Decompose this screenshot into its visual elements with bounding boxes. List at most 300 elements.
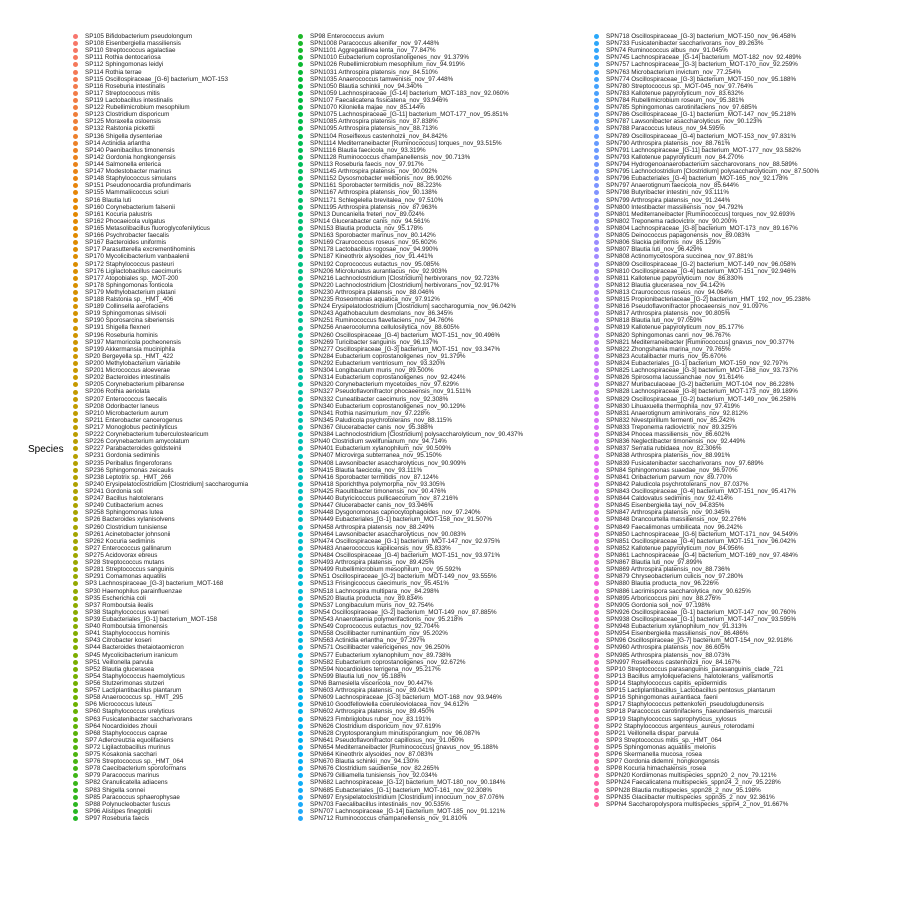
legend-label: SP19 Sphingomonas silvisoli bbox=[85, 310, 166, 318]
legend-label: SP222 Corynebacterium tuberculostearicum bbox=[85, 431, 209, 439]
legend-entry bbox=[594, 339, 894, 346]
legend-label: SPN464 Lawsonibacter asaccharolyticus_nov_90.083% bbox=[310, 530, 467, 538]
legend-dot-icon bbox=[298, 247, 303, 252]
legend-entry bbox=[594, 502, 894, 509]
legend-label: SPN787 Lawsonibacter asaccharolyticus_nov_90.123% bbox=[606, 118, 763, 126]
legend-label: SPN844 Caldovatus sediminis_nov_92.414% bbox=[606, 495, 733, 503]
legend-entry bbox=[298, 353, 598, 360]
legend-dot-icon bbox=[594, 418, 599, 423]
legend-dot-icon bbox=[594, 212, 599, 217]
legend-dot-icon bbox=[594, 503, 599, 508]
legend-dot-icon bbox=[594, 169, 599, 174]
legend-label: SP241 Gordonia soli bbox=[85, 488, 143, 495]
legend-dot-icon bbox=[73, 397, 78, 402]
legend-label: SPN848 Drancourtella massiliensis_nov_92.276% bbox=[606, 516, 747, 524]
legend-entry bbox=[298, 758, 598, 765]
legend-entry bbox=[298, 772, 598, 779]
legend-entry bbox=[298, 381, 598, 388]
legend-dot-icon bbox=[73, 795, 78, 800]
legend-dot-icon bbox=[298, 809, 303, 814]
legend-label: SP196 Roseburia hominis bbox=[85, 331, 158, 339]
legend-label: SPN493 Arthrospira platensis_nov_89.425% bbox=[310, 559, 435, 567]
legend-label: SPN1145 Arthrospira platensis_nov_90.092% bbox=[310, 168, 438, 176]
legend-entry bbox=[594, 637, 894, 644]
legend-dot-icon bbox=[73, 702, 78, 707]
legend-label: SP208 Odoribacter laneus bbox=[85, 402, 159, 410]
legend-dot-icon bbox=[594, 709, 599, 714]
legend-dot-icon bbox=[298, 702, 303, 707]
legend-dot-icon bbox=[594, 411, 599, 416]
legend-label: SPN827 Muribaculaceae_[G-2] bacterium_MOT-104_nov_86.228% bbox=[606, 381, 795, 389]
legend-label: SP161 Kocuria palustris bbox=[85, 210, 153, 218]
legend-label: SP262 Kocuria sediminis bbox=[85, 537, 156, 545]
legend-label: SPN784 Rubellimicrobium roseum_nov_95.381% bbox=[606, 96, 745, 104]
legend-label: SPN251 Ruminococcus flavefaciens_nov_94.760% bbox=[310, 317, 454, 325]
legend-entry bbox=[298, 460, 598, 467]
legend-entry bbox=[298, 659, 598, 666]
legend-dot-icon bbox=[594, 340, 599, 345]
legend-label: SP79 Paracoccus marinus bbox=[85, 772, 160, 780]
legend-label: SPN733 Fusicatenibacter saccharivorans_nov_89.263% bbox=[606, 40, 764, 48]
legend-label: SPN839 Fusicatenibacter saccharivorans_nov_97.689% bbox=[606, 459, 764, 467]
legend-label: SP17 Parasutterella excrementihominis bbox=[85, 246, 196, 254]
legend-dot-icon bbox=[73, 532, 78, 537]
legend-dot-icon bbox=[298, 162, 303, 167]
legend-label: SPN682 Lachnospiraceae_[G-12] bacterium_MOT-180_nov_90.184% bbox=[310, 779, 506, 787]
legend-entry bbox=[594, 652, 894, 659]
legend-label: SPN641 Pseudoflavonifractor capillosus_nov_91.060% bbox=[310, 736, 465, 744]
legend-dot-icon bbox=[594, 653, 599, 658]
legend-label: SPN304 Longibaculum muris_nov_89.500% bbox=[310, 367, 434, 375]
legend-dot-icon bbox=[594, 461, 599, 466]
legend-entry bbox=[594, 744, 894, 751]
legend-label: SP258 Sphingomonas lutea bbox=[85, 509, 164, 517]
legend-entry bbox=[594, 175, 894, 182]
legend-label: SPN774 Oscillospiraceae_[G-3] bacterium_MOT-150_nov_95.188% bbox=[606, 75, 797, 83]
legend-label: SPN628 Cryptosporangium minutisporangium_nov_96.087% bbox=[310, 729, 481, 737]
legend-dot-icon bbox=[73, 631, 78, 636]
legend-entry bbox=[298, 445, 598, 452]
legend-entry bbox=[298, 794, 598, 801]
legend-dot-icon bbox=[298, 62, 303, 67]
legend-label: SPN815 Propionibacteriaceae_[G-2] bacterium_HMT_192_nov_95.238% bbox=[606, 296, 811, 304]
legend-label: SP176 Ligilactobacillus caecimuris bbox=[85, 267, 182, 275]
legend-dot-icon bbox=[73, 41, 78, 46]
legend-dot-icon bbox=[73, 354, 78, 359]
legend-label: SP247 Bacillus halotolerans bbox=[85, 495, 164, 503]
legend-label: SPN813 Craurococcus roseus_nov_94.064% bbox=[606, 288, 733, 296]
legend-entry bbox=[298, 680, 598, 687]
legend-entry bbox=[594, 616, 894, 623]
legend-dot-icon bbox=[73, 638, 78, 643]
legend-entry bbox=[594, 268, 894, 275]
legend-dot-icon bbox=[298, 546, 303, 551]
legend-entry bbox=[594, 232, 894, 239]
legend-dot-icon bbox=[73, 240, 78, 245]
legend-dot-icon bbox=[73, 212, 78, 217]
legend-dot-icon bbox=[298, 283, 303, 288]
legend-entry bbox=[298, 324, 598, 331]
legend-label: SP88 Polynucleobacter fuscus bbox=[85, 800, 171, 808]
legend-entry bbox=[594, 417, 894, 424]
legend-entry bbox=[298, 687, 598, 694]
legend-dot-icon bbox=[594, 262, 599, 267]
legend-dot-icon bbox=[298, 55, 303, 60]
legend-label: SPN549 Coprococcus eutactus_nov_92.704% bbox=[310, 623, 440, 631]
legend-entry bbox=[594, 680, 894, 687]
legend-entry bbox=[298, 531, 598, 538]
legend-dot-icon bbox=[73, 503, 78, 508]
legend-entry bbox=[594, 111, 894, 118]
legend-entry bbox=[594, 445, 894, 452]
legend-label: SP281 Streptococcus sanguinis bbox=[85, 566, 174, 574]
legend-label: SPN849 Faecalimonas umbilicata_nov_96.242% bbox=[606, 523, 743, 531]
legend-label: SPN230 Arthrospira platensis_nov_88.046% bbox=[310, 288, 435, 296]
legend-dot-icon bbox=[594, 546, 599, 551]
legend-label: SPP17 Staphylococcus pettenkoferi_pseudolugdunensis bbox=[606, 701, 764, 709]
legend-label: SPP18 Paracoccus carotinifaciens_haeundaensis_marcusii bbox=[606, 708, 772, 716]
legend-dot-icon bbox=[298, 525, 303, 530]
legend-dot-icon bbox=[298, 781, 303, 786]
legend-label: SPN818 Blautia luti_nov_97.059% bbox=[606, 317, 703, 325]
legend-label: SPN107 Faecalicatena fissicatena_nov_93.946% bbox=[310, 96, 448, 104]
legend-label: SP44 Bacteroides thetaiotaomicron bbox=[85, 644, 184, 652]
legend-dot-icon bbox=[73, 489, 78, 494]
legend-label: SPP16 Sphingomonas aurantiaca_faeni bbox=[606, 694, 718, 702]
legend-entry bbox=[594, 630, 894, 637]
legend-entry bbox=[594, 701, 894, 708]
legend-dot-icon bbox=[594, 766, 599, 771]
legend-label: SP20 Bergeyella sp._HMT_422 bbox=[85, 352, 174, 360]
legend-entry bbox=[594, 730, 894, 737]
legend-label: SPN802 Treponema radiovictrix_nov_90.200% bbox=[606, 217, 737, 225]
legend-label: SPN284 Eubacterium coprostanoligenes_nov_91.379% bbox=[310, 352, 466, 360]
legend-dot-icon bbox=[298, 581, 303, 586]
legend-dot-icon bbox=[298, 709, 303, 714]
legend-label: SPN1031 Arthrospira platensis_nov_84.510% bbox=[310, 68, 438, 76]
legend-label: SP117 Streptococcus mitis bbox=[85, 89, 160, 97]
legend-dot-icon bbox=[594, 802, 599, 807]
legend-dot-icon bbox=[73, 304, 78, 309]
legend-entry bbox=[298, 630, 598, 637]
legend-entry bbox=[298, 396, 598, 403]
legend-label: SPN192 Coprococcus eutactus_nov_95.085% bbox=[310, 260, 440, 268]
legend-dot-icon bbox=[298, 340, 303, 345]
legend-dot-icon bbox=[594, 574, 599, 579]
legend-dot-icon bbox=[73, 517, 78, 522]
legend-dot-icon bbox=[73, 681, 78, 686]
legend-entry bbox=[594, 545, 894, 552]
legend-dot-icon bbox=[594, 581, 599, 586]
legend-dot-icon bbox=[594, 674, 599, 679]
legend-label: SPN895 Arboricoccus pini_nov_88.276% bbox=[606, 594, 721, 602]
legend-dot-icon bbox=[298, 126, 303, 131]
legend-dot-icon bbox=[73, 731, 78, 736]
legend-label: SP58 Anaerococcus sp._HMT_295 bbox=[85, 694, 184, 702]
legend-label: SPN582 Eubacterium coprostanoligenes_nov_92.672% bbox=[310, 658, 466, 666]
legend-dot-icon bbox=[298, 638, 303, 643]
legend-dot-icon bbox=[298, 724, 303, 729]
legend-entry bbox=[298, 225, 598, 232]
legend-dot-icon bbox=[73, 745, 78, 750]
legend-entry bbox=[594, 374, 894, 381]
legend-label: SPPN24 Faecalicatena multispecies_sppn24_2_nov_95.228% bbox=[606, 779, 781, 787]
legend-dot-icon bbox=[594, 638, 599, 643]
legend-entry bbox=[594, 580, 894, 587]
legend-label: SPN602 Arthrospira platensis_nov_89.450% bbox=[310, 708, 435, 716]
legend-label: SPN84 Sphingomonas suaedae_nov_96.970% bbox=[606, 466, 738, 474]
legend-column-2 bbox=[298, 33, 598, 822]
legend-dot-icon bbox=[298, 190, 303, 195]
legend-dot-icon bbox=[594, 155, 599, 160]
legend-entry bbox=[298, 431, 598, 438]
legend-entry bbox=[594, 76, 894, 83]
legend-dot-icon bbox=[594, 610, 599, 615]
legend-dot-icon bbox=[298, 660, 303, 665]
legend-label: SPN816 Pseudoflavonifractor phocaeensis_nov_91.097% bbox=[606, 303, 768, 311]
legend-label: SPN786 Oscillospiraceae_[G-1] bacterium_MOT-147_nov_95.218% bbox=[606, 111, 797, 119]
legend-dot-icon bbox=[594, 176, 599, 181]
legend-dot-icon bbox=[298, 134, 303, 139]
legend-dot-icon bbox=[594, 454, 599, 459]
legend-dot-icon bbox=[298, 631, 303, 636]
legend-dot-icon bbox=[298, 318, 303, 323]
legend-dot-icon bbox=[594, 112, 599, 117]
legend-label: SPN626 Clostridium disporicum_nov_97.619% bbox=[310, 722, 441, 730]
legend-label: SP236 Sphingomonas zeicaulis bbox=[85, 466, 174, 474]
legend-dot-icon bbox=[594, 660, 599, 665]
legend-dot-icon bbox=[73, 318, 78, 323]
legend-title: Species bbox=[28, 444, 64, 455]
legend-entry bbox=[594, 289, 894, 296]
legend-label: SP132 Ralstonia pickettii bbox=[85, 125, 155, 133]
legend-dot-icon bbox=[73, 418, 78, 423]
legend-dot-icon bbox=[73, 425, 78, 430]
legend-label: SP114 Rothia terrae bbox=[85, 68, 142, 76]
legend-label: SPN256 Anaerocolumna cellulosilytica_nov_88.605% bbox=[310, 324, 460, 332]
legend-entry bbox=[298, 509, 598, 516]
legend-dot-icon bbox=[594, 773, 599, 778]
legend-entry bbox=[298, 388, 598, 395]
legend-dot-icon bbox=[594, 219, 599, 224]
legend-label: SP37 Romboutsia ilealis bbox=[85, 601, 154, 609]
legend-dot-icon bbox=[594, 198, 599, 203]
legend-entry bbox=[298, 602, 598, 609]
legend-label: SPN563 Actinidia erlantha_nov_97.297% bbox=[310, 637, 426, 645]
legend-label: SPN558 Oscillibacter ruminantium_nov_95.202% bbox=[310, 630, 448, 638]
legend-label: SPN1095 Arthrospira platensis_nov_88.713% bbox=[310, 125, 438, 133]
legend-dot-icon bbox=[298, 681, 303, 686]
legend-dot-icon bbox=[73, 77, 78, 82]
legend-label: SP125 Moraxella osloensis bbox=[85, 118, 161, 126]
legend-label: SPN829 Oscillospiraceae_[G-2] bacterium_MOT-149_nov_96.258% bbox=[606, 395, 797, 403]
legend-dot-icon bbox=[298, 695, 303, 700]
legend-label: SP211 Enterobacter cancerogenus bbox=[85, 416, 183, 424]
legend-dot-icon bbox=[594, 596, 599, 601]
legend-label: SP165 Metasolibacillus fluoroglycofenilyticus bbox=[85, 224, 210, 232]
legend-dot-icon bbox=[73, 141, 78, 146]
legend-entry bbox=[594, 772, 894, 779]
legend-dot-icon bbox=[594, 318, 599, 323]
legend-dot-icon bbox=[298, 532, 303, 537]
legend-label: SPN484 Oscillospiraceae_[G-4] bacterium_MOT-151_nov_93.971% bbox=[310, 551, 501, 559]
legend-entry bbox=[594, 481, 894, 488]
legend-label: SP52 Blautia glucerasea bbox=[85, 665, 154, 673]
legend-dot-icon bbox=[298, 439, 303, 444]
legend-dot-icon bbox=[594, 560, 599, 565]
legend-label: SP63 Fusicatenibacter saccharivorans bbox=[85, 715, 193, 723]
legend-entry bbox=[298, 360, 598, 367]
legend-dot-icon bbox=[594, 745, 599, 750]
legend-label: SP38 Staphylococcus warneri bbox=[85, 608, 169, 616]
legend-label: SPN817 Arthrospira platensis_nov_90.805% bbox=[606, 310, 731, 318]
legend-dot-icon bbox=[298, 766, 303, 771]
legend-label: SPN163 Sporobacter marinus_nov_80.142% bbox=[310, 232, 436, 240]
legend-dot-icon bbox=[73, 311, 78, 316]
legend-label: SPN823 Acutalibacter muris_nov_95.670% bbox=[606, 352, 727, 360]
legend-dot-icon bbox=[73, 461, 78, 466]
legend-label: SP41 Staphylococcus hominis bbox=[85, 630, 170, 638]
legend-entry bbox=[298, 516, 598, 523]
legend-dot-icon bbox=[73, 446, 78, 451]
legend-dot-icon bbox=[73, 667, 78, 672]
legend-dot-icon bbox=[594, 702, 599, 707]
legend-label: SPN327 Pseudoflavonifractor phocaeensis_nov_91.511% bbox=[310, 388, 472, 396]
legend-entry bbox=[298, 54, 598, 61]
legend-label: SPN842 Paludicola psychrotolerans_nov_87.037% bbox=[606, 480, 749, 488]
legend-entry bbox=[298, 69, 598, 76]
legend-entry bbox=[298, 310, 598, 317]
legend-entry bbox=[298, 801, 598, 808]
legend-dot-icon bbox=[73, 454, 78, 459]
legend-dot-icon bbox=[73, 269, 78, 274]
legend-label: SP140 Paenibacillus timonensis bbox=[85, 146, 175, 154]
legend-label: SPN220 Lachnoclostridium [Clostridium] herbivorans_nov_92.917% bbox=[310, 281, 500, 289]
legend-dot-icon bbox=[594, 276, 599, 281]
legend-label: SPN407 Microvirga subterranea_nov_95.150% bbox=[310, 452, 442, 460]
legend-label: SPN825 Lachnospiraceae_[G-3] bacterium_MOT-168_nov_93.737% bbox=[606, 367, 798, 375]
legend-dot-icon bbox=[594, 731, 599, 736]
legend-dot-icon bbox=[298, 119, 303, 124]
legend-label: SP68 Staphylococcus caprae bbox=[85, 729, 168, 737]
legend-entry bbox=[594, 438, 894, 445]
legend-entry bbox=[298, 76, 598, 83]
legend-label: SP3 Lachnospiraceae_[G-3] bacterium_MOT-168 bbox=[85, 580, 224, 588]
legend-entry bbox=[594, 673, 894, 680]
legend-dot-icon bbox=[298, 183, 303, 188]
legend-entry bbox=[594, 595, 894, 602]
legend-label: SPN623 Fimbriiglobus ruber_nov_83.191% bbox=[310, 715, 432, 723]
legend-entry bbox=[298, 652, 598, 659]
legend-entry bbox=[594, 452, 894, 459]
legend-label: SPN483 Anaerococcus kapilicensis_nov_95.833% bbox=[310, 544, 451, 552]
legend-dot-icon bbox=[73, 34, 78, 39]
legend-label: SP51 Veillonella parvula bbox=[85, 658, 153, 666]
legend-dot-icon bbox=[73, 617, 78, 622]
legend-entry bbox=[594, 246, 894, 253]
legend-dot-icon bbox=[73, 553, 78, 558]
legend-label: SP179 Methylobacterium platani bbox=[85, 288, 176, 296]
legend-label: SPP19 Staphylococcus saprophyticus_xylosus bbox=[606, 715, 737, 723]
legend-entry bbox=[594, 388, 894, 395]
legend-label: SP85 Paracoccus sphaerophysae bbox=[85, 793, 180, 801]
legend-dot-icon bbox=[594, 795, 599, 800]
legend-entry bbox=[594, 708, 894, 715]
legend-label: SPN763 Microbacterium invictum_nov_77.254% bbox=[606, 68, 742, 76]
legend-dot-icon bbox=[73, 581, 78, 586]
legend-entry bbox=[594, 197, 894, 204]
legend-dot-icon bbox=[73, 254, 78, 259]
legend-dot-icon bbox=[73, 84, 78, 89]
legend-entry bbox=[594, 154, 894, 161]
legend-label: SPN676 Clostridium saudiense_nov_82.265% bbox=[310, 765, 440, 773]
legend-label: SP238 Leptotrix sp._HMT_266 bbox=[85, 473, 172, 481]
legend-entry bbox=[298, 644, 598, 651]
legend-dot-icon bbox=[73, 198, 78, 203]
legend-label: SPN780 Streptococcus sp._MOT-045_nov_97.764% bbox=[606, 82, 754, 90]
legend-dot-icon bbox=[298, 269, 303, 274]
legend-entry bbox=[298, 488, 598, 495]
legend-dot-icon bbox=[73, 802, 78, 807]
legend-dot-icon bbox=[298, 326, 303, 331]
legend-dot-icon bbox=[73, 660, 78, 665]
legend-dot-icon bbox=[73, 738, 78, 743]
legend-dot-icon bbox=[594, 567, 599, 572]
legend-label: SP148 Staphylococcus simulans bbox=[85, 175, 177, 183]
legend-dot-icon bbox=[298, 91, 303, 96]
legend-label: SPN440 Butyricicoccus pullicaecorum_nov_87.216% bbox=[310, 495, 459, 503]
legend-dot-icon bbox=[298, 788, 303, 793]
legend-label: SPN985 Arthrospira platensis_nov_88.073% bbox=[606, 651, 731, 659]
legend-label: SP14 Actinidia arlantha bbox=[85, 139, 151, 147]
legend-entry bbox=[594, 659, 894, 666]
legend-label: SPN425 Raoultibacter timonensis_nov_90.476% bbox=[310, 488, 447, 495]
legend-entry bbox=[298, 211, 598, 218]
legend-label: SP72 Ligilactobacillus murinus bbox=[85, 743, 171, 751]
legend-entry bbox=[594, 275, 894, 282]
legend-label: SPN707 Lachnospiraceae_[G-14] bacterium_MOT-185_nov_91.121% bbox=[310, 807, 506, 815]
legend-entry bbox=[298, 118, 598, 125]
legend-dot-icon bbox=[594, 404, 599, 409]
legend-entry bbox=[594, 566, 894, 573]
legend-dot-icon bbox=[594, 119, 599, 124]
legend-entry bbox=[594, 609, 894, 616]
legend-entry bbox=[298, 723, 598, 730]
legend-dot-icon bbox=[594, 489, 599, 494]
legend-entry bbox=[594, 516, 894, 523]
legend-entry bbox=[298, 588, 598, 595]
legend-dot-icon bbox=[73, 560, 78, 565]
legend-label: SP30 Haemophilus parainfluenzae bbox=[85, 587, 182, 595]
legend-label: SP96 Alistipes finegoldii bbox=[85, 807, 152, 815]
legend-entry bbox=[298, 275, 598, 282]
legend-entry bbox=[594, 801, 894, 808]
legend-dot-icon bbox=[73, 709, 78, 714]
legend-label: SPN1059 Lachnospiraceae_[G-14] bacterium_MOT-183_nov_92.060% bbox=[310, 89, 509, 97]
legend-label: SPPN4 Saccharopolyspora multispecies_sppn4_2_nov_91.667% bbox=[606, 800, 789, 808]
legend-entry bbox=[594, 538, 894, 545]
legend-dot-icon bbox=[298, 574, 303, 579]
legend-label: SPN292 Eubacterium ventriosum_nov_93.320% bbox=[310, 360, 446, 368]
legend-dot-icon bbox=[298, 397, 303, 402]
legend-label: SP54 Staphylococcus haemolyticus bbox=[85, 672, 185, 680]
legend-label: SPN790 Arthrospira platensis_nov_88.761% bbox=[606, 139, 731, 147]
legend-dot-icon bbox=[594, 475, 599, 480]
legend-dot-icon bbox=[298, 368, 303, 373]
legend-label: SPN797 Anaerotignum faecicola_nov_85.644% bbox=[606, 182, 739, 190]
legend-label: SPN960 Arthrospira platensis_nov_86.605% bbox=[606, 644, 731, 652]
legend-dot-icon bbox=[298, 745, 303, 750]
